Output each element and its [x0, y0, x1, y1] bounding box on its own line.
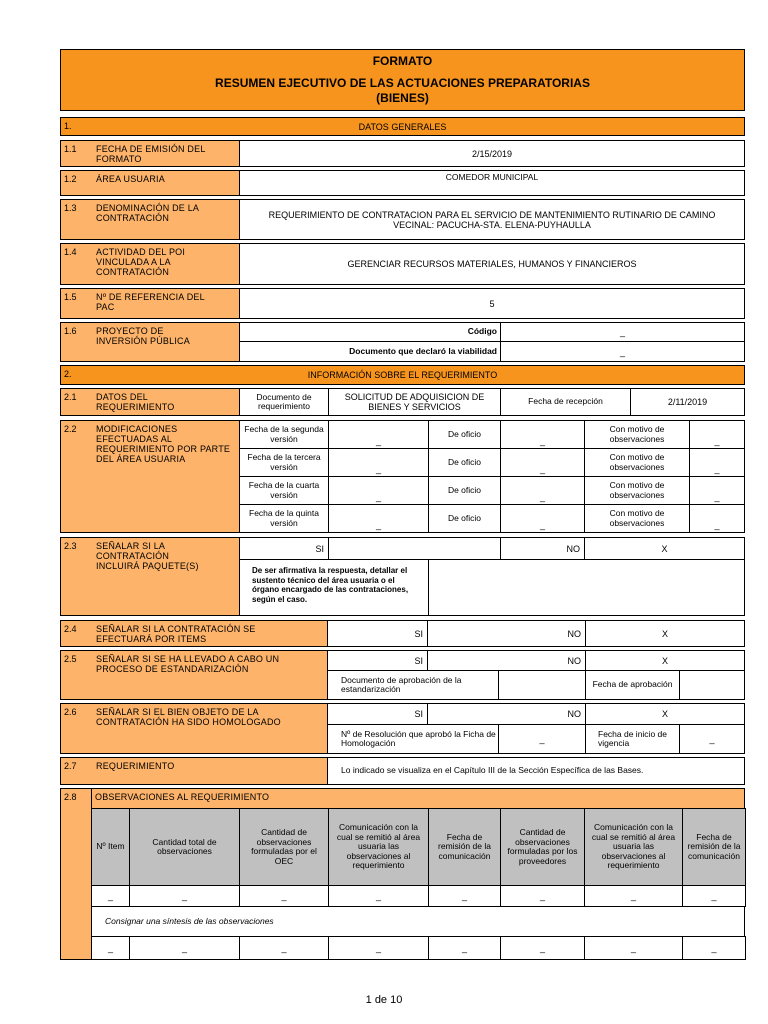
row-number: 1.4	[64, 247, 77, 257]
validity-start-label: Fecha de inicio de vigencia	[585, 724, 680, 754]
approval-date-value	[679, 670, 745, 700]
observations-column-header: Cantidad de observaciones formuladas por el OEC	[239, 808, 329, 886]
row-2-6-label-cell	[60, 703, 328, 754]
observations-motive-value: _	[689, 504, 745, 533]
document-header	[60, 49, 745, 111]
observations-cell: _	[328, 885, 429, 907]
observations-motive-label: Con motivo de observaciones	[584, 448, 690, 477]
observations-cell: _	[500, 936, 585, 960]
field-label: DATOS DEL REQUERIMIENTO	[96, 392, 175, 412]
row-2-2-label-cell	[60, 420, 240, 533]
row-number: 1.2	[64, 174, 77, 184]
homologation-resolution-value: _	[498, 724, 586, 754]
observations-motive-label: Con motivo de observaciones	[584, 420, 690, 449]
contract-name-value: REQUERIMIENTO DE CONTRATACION PARA EL SERVICIO DE MANTENIMIENTO RUTINARIO DE CAMINO VECINAL: PACUCHA-STA. ELENA-PUYHAULLA	[239, 199, 745, 240]
observations-column-header: Comunicación con la cual se remitió al área usuaria las observaciones al requerimiento	[328, 808, 429, 886]
observations-cell: _	[91, 936, 130, 960]
section-title: INFORMACIÓN SOBRE EL REQUERIMIENTO	[307, 370, 498, 380]
row-number: 2.2	[64, 424, 77, 434]
observations-cell: _	[239, 936, 329, 960]
no-label: NO	[427, 620, 586, 647]
row-number: 2.3	[64, 541, 77, 551]
row-number: 1.3	[64, 203, 77, 213]
section-number: 2.	[64, 369, 72, 379]
de-oficio-value: _	[500, 504, 585, 533]
observations-column-header: Nº Item	[91, 808, 130, 886]
row-1-5-label-cell	[60, 288, 240, 319]
field-label: SEÑALAR SI SE HA LLEVADO A CABO UN PROCESO DE ESTANDARIZACIÓN	[96, 654, 280, 674]
row-number: 2.1	[64, 392, 77, 402]
observations-summary: Consignar una síntesis de las observaciones	[91, 906, 745, 937]
no-label: NO	[427, 703, 586, 725]
standardization-doc-value	[498, 670, 586, 700]
row-number: 1.6	[64, 326, 77, 336]
row-2-5-label-cell	[60, 650, 328, 700]
version-date-label: Fecha de la tercera versión	[239, 448, 329, 477]
row-2-1-label-cell	[60, 388, 240, 416]
field-label: SEÑALAR SI LA CONTRATACIÓN SE EFECTUARÁ POR ITEMS	[96, 624, 256, 644]
si-label: SI	[239, 537, 329, 560]
de-oficio-label: De oficio	[428, 476, 501, 505]
no-label: NO	[427, 650, 586, 671]
row-number: 2.6	[64, 707, 77, 717]
no-mark: X	[585, 620, 745, 647]
field-label: PROYECTO DE INVERSIÓN PÚBLICA	[96, 326, 190, 346]
formato-label: FORMATO	[372, 54, 433, 68]
approval-date-label: Fecha de aprobación	[585, 670, 680, 700]
section-1-header	[60, 117, 745, 136]
observations-title-cell	[91, 788, 745, 809]
version-date-value: _	[328, 448, 429, 477]
reception-date-label: Fecha de recepción	[500, 388, 631, 416]
validity-start-value: _	[679, 724, 745, 754]
version-date-label: Fecha de la cuarta versión	[239, 476, 329, 505]
observations-column-header: Fecha de remisión de la comunicación	[682, 808, 746, 886]
standardization-doc-label: Documento de aprobación de la estandarización	[327, 670, 499, 700]
observations-cell: _	[584, 936, 683, 960]
version-date-value: _	[328, 420, 429, 449]
viability-doc-value: _	[500, 341, 745, 362]
row-1-6-label-cell	[60, 322, 240, 362]
requirement-value: Lo indicado se visualiza en el Capítulo III de la Sección Específica de las Bases.	[327, 757, 745, 785]
row-2-7-label-cell	[60, 757, 328, 785]
row-number: 2.8	[64, 792, 77, 802]
observations-motive-label: Con motivo de observaciones	[584, 476, 690, 505]
row-number: 2.5	[64, 654, 77, 664]
document-title: RESUMEN EJECUTIVO DE LAS ACTUACIONES PREPARATORIAS	[215, 76, 590, 90]
row-2-8-number-cell	[60, 788, 92, 960]
si-label: SI	[327, 650, 428, 671]
field-label: Nº DE REFERENCIA DEL PAC	[96, 292, 205, 312]
field-label: MODIFICACIONES EFECTUADAS AL REQUERIMIENTO POR PARTE DEL ÁREA USUARIA	[96, 424, 231, 464]
observations-cell: _	[584, 885, 683, 907]
no-mark: X	[585, 650, 745, 671]
observations-cell: _	[682, 885, 746, 907]
observations-column-header: Comunicación con la cual se remitió al área usuaria las observaciones al requerimiento	[584, 808, 683, 886]
requirement-doc-label: Documento de requerimiento	[239, 388, 329, 416]
observations-column-header: Cantidad de observaciones formuladas por los proveedores	[500, 808, 585, 886]
observations-motive-value: _	[689, 448, 745, 477]
de-oficio-label: De oficio	[428, 448, 501, 477]
field-label: ACTIVIDAD DEL POI VINCULADA A LA CONTRATACIÓN	[96, 247, 186, 277]
row-2-4-label-cell	[60, 620, 328, 647]
paquete-note: De ser afirmativa la respuesta, detallar el sustento técnico del área usuaria o el órgano encargado de las contrataciones, según el caso.	[239, 559, 429, 616]
observations-motive-value: _	[689, 420, 745, 449]
de-oficio-value: _	[500, 448, 585, 477]
row-1-4-label-cell	[60, 243, 240, 285]
field-label: SEÑALAR SI LA CONTRATACIÓN INCLUIRÁ PAQUETE(S)	[96, 541, 199, 571]
reception-date-value: 2/11/2019	[630, 388, 745, 416]
version-date-value: _	[328, 476, 429, 505]
section-2-header	[60, 365, 745, 385]
codigo-label: Código	[239, 322, 501, 342]
observations-cell: _	[239, 885, 329, 907]
row-2-3-label-cell	[60, 537, 240, 616]
version-date-label: Fecha de la segunda versión	[239, 420, 329, 449]
si-label: SI	[327, 620, 428, 647]
row-number: 1.1	[64, 144, 77, 154]
observations-cell: _	[129, 885, 240, 907]
pac-reference-value: 5	[239, 288, 745, 319]
observations-column-header: Fecha de remisión de la comunicación	[428, 808, 501, 886]
de-oficio-value: _	[500, 476, 585, 505]
de-oficio-label: De oficio	[428, 504, 501, 533]
section-title: DATOS GENERALES	[358, 121, 447, 132]
row-1-3-label-cell	[60, 199, 240, 240]
field-label: FECHA DE EMISIÓN DEL FORMATO	[96, 144, 206, 164]
paquete-detail-value	[428, 559, 745, 616]
no-mark: X	[584, 537, 745, 560]
version-date-label: Fecha de la quinta versión	[239, 504, 329, 533]
observations-cell: _	[500, 885, 585, 907]
observations-cell: _	[328, 936, 429, 960]
section-number: 1.	[64, 121, 72, 131]
user-area-value: COMEDOR MUNICIPAL	[239, 170, 745, 196]
version-date-value: _	[328, 504, 429, 533]
field-label: SEÑALAR SI EL BIEN OBJETO DE LA CONTRATACIÓN HA SIDO HOMOLOGADO	[96, 707, 281, 727]
poi-activity-value: GERENCIAR RECURSOS MATERIALES, HUMANOS Y FINANCIEROS	[239, 243, 745, 285]
de-oficio-value: _	[500, 420, 585, 449]
field-label: REQUERIMIENTO	[96, 761, 175, 771]
field-label: ÁREA USUARIA	[96, 174, 165, 184]
observations-motive-value: _	[689, 476, 745, 505]
observations-title: OBSERVACIONES AL REQUERIMIENTO	[95, 792, 270, 802]
codigo-value: _	[500, 322, 745, 342]
field-label: DENOMINACIÓN DE LA CONTRATACIÓN	[96, 203, 199, 223]
row-1-1-label-cell	[60, 140, 240, 167]
row-number: 2.7	[64, 761, 77, 771]
no-label: NO	[500, 537, 585, 560]
observations-motive-label: Con motivo de observaciones	[584, 504, 690, 533]
observations-column-header: Cantidad total de observaciones	[129, 808, 240, 886]
row-number: 1.5	[64, 292, 77, 302]
requirement-doc-value: SOLICITUD DE ADQUISICION DE BIENES Y SERVICIOS	[328, 388, 501, 416]
de-oficio-label: De oficio	[428, 420, 501, 449]
observations-cell: _	[428, 885, 501, 907]
emission-date-value: 2/15/2019	[239, 140, 745, 167]
observations-cell: _	[682, 936, 746, 960]
observations-cell: _	[129, 936, 240, 960]
no-mark: X	[585, 703, 745, 725]
homologation-resolution-label: Nº de Resolución que aprobó la Ficha de Homologación	[327, 724, 499, 754]
viability-doc-label: Documento que declaró la viabilidad	[239, 341, 501, 362]
document-subtitle: (BIENES)	[376, 91, 429, 105]
observations-cell: _	[428, 936, 501, 960]
observations-cell: _	[91, 885, 130, 907]
row-number: 2.4	[64, 624, 77, 634]
page-number: 1 de 10	[365, 994, 403, 1006]
si-value	[328, 537, 501, 560]
si-label: SI	[327, 703, 428, 725]
row-1-2-label-cell	[60, 170, 240, 196]
